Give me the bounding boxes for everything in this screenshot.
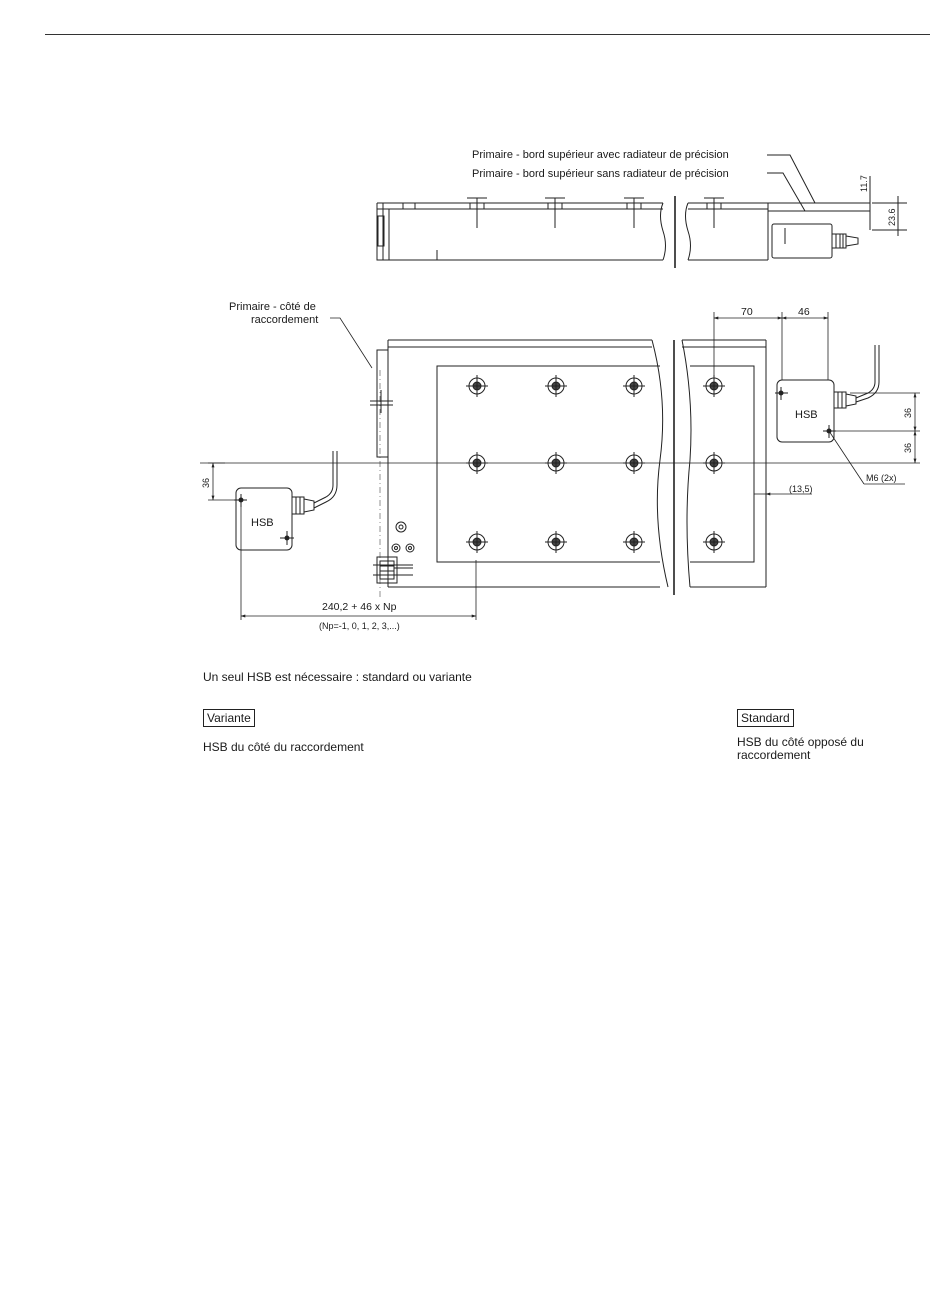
mounting-holes bbox=[466, 375, 725, 553]
standard-text-line2: raccordement bbox=[737, 748, 811, 762]
single-hsb-note: Un seul HSB est nécessaire : standard ou variante bbox=[203, 670, 472, 684]
label-with-radiator: Primaire - bord supérieur avec radiateur de précision bbox=[472, 149, 729, 161]
dim-11-7: 11.7 bbox=[859, 175, 869, 192]
connection-side-label-2: raccordement bbox=[251, 314, 319, 326]
standard-text-line1: HSB du côté opposé du bbox=[737, 735, 864, 749]
hsb-standard-drawing bbox=[775, 345, 879, 442]
mounting-hole bbox=[623, 452, 645, 474]
mounting-hole bbox=[545, 375, 567, 397]
dim-70: 70 bbox=[741, 306, 753, 318]
dim-36-lower: 36 bbox=[903, 442, 913, 453]
formula-condition: (Np=-1, 0, 1, 2, 3,...) bbox=[319, 621, 400, 631]
mounting-hole bbox=[466, 375, 488, 397]
mounting-hole bbox=[623, 531, 645, 553]
mounting-hole bbox=[545, 531, 567, 553]
dim-13-5: (13,5) bbox=[789, 484, 813, 494]
thread-label: M6 (2x) bbox=[866, 473, 897, 483]
connection-side-label-1: Primaire - côté de bbox=[229, 301, 316, 313]
dim-46: 46 bbox=[798, 306, 810, 318]
dim-36-left: 36 bbox=[201, 477, 211, 488]
plan-view bbox=[200, 340, 770, 600]
mounting-hole bbox=[703, 452, 725, 474]
mounting-hole bbox=[623, 375, 645, 397]
hsb-right-label: HSB bbox=[795, 409, 818, 421]
dim-36-upper: 36 bbox=[903, 407, 913, 418]
mounting-hole bbox=[466, 531, 488, 553]
label-without-radiator: Primaire - bord supérieur sans radiateur de précision bbox=[472, 168, 729, 180]
mounting-hole bbox=[545, 452, 567, 474]
dim-23-6: 23.6 bbox=[887, 208, 897, 226]
mounting-hole bbox=[703, 531, 725, 553]
variant-text: HSB du côté du raccordement bbox=[203, 740, 364, 754]
hsb-variant-drawing bbox=[234, 451, 337, 550]
variant-title: Variante bbox=[203, 709, 255, 727]
plan-dimensions bbox=[208, 312, 920, 620]
mounting-hole bbox=[466, 452, 488, 474]
formula-label: 240,2 + 46 x Np bbox=[322, 601, 397, 613]
hsb-left-label: HSB bbox=[251, 517, 274, 529]
standard-title: Standard bbox=[737, 709, 794, 727]
